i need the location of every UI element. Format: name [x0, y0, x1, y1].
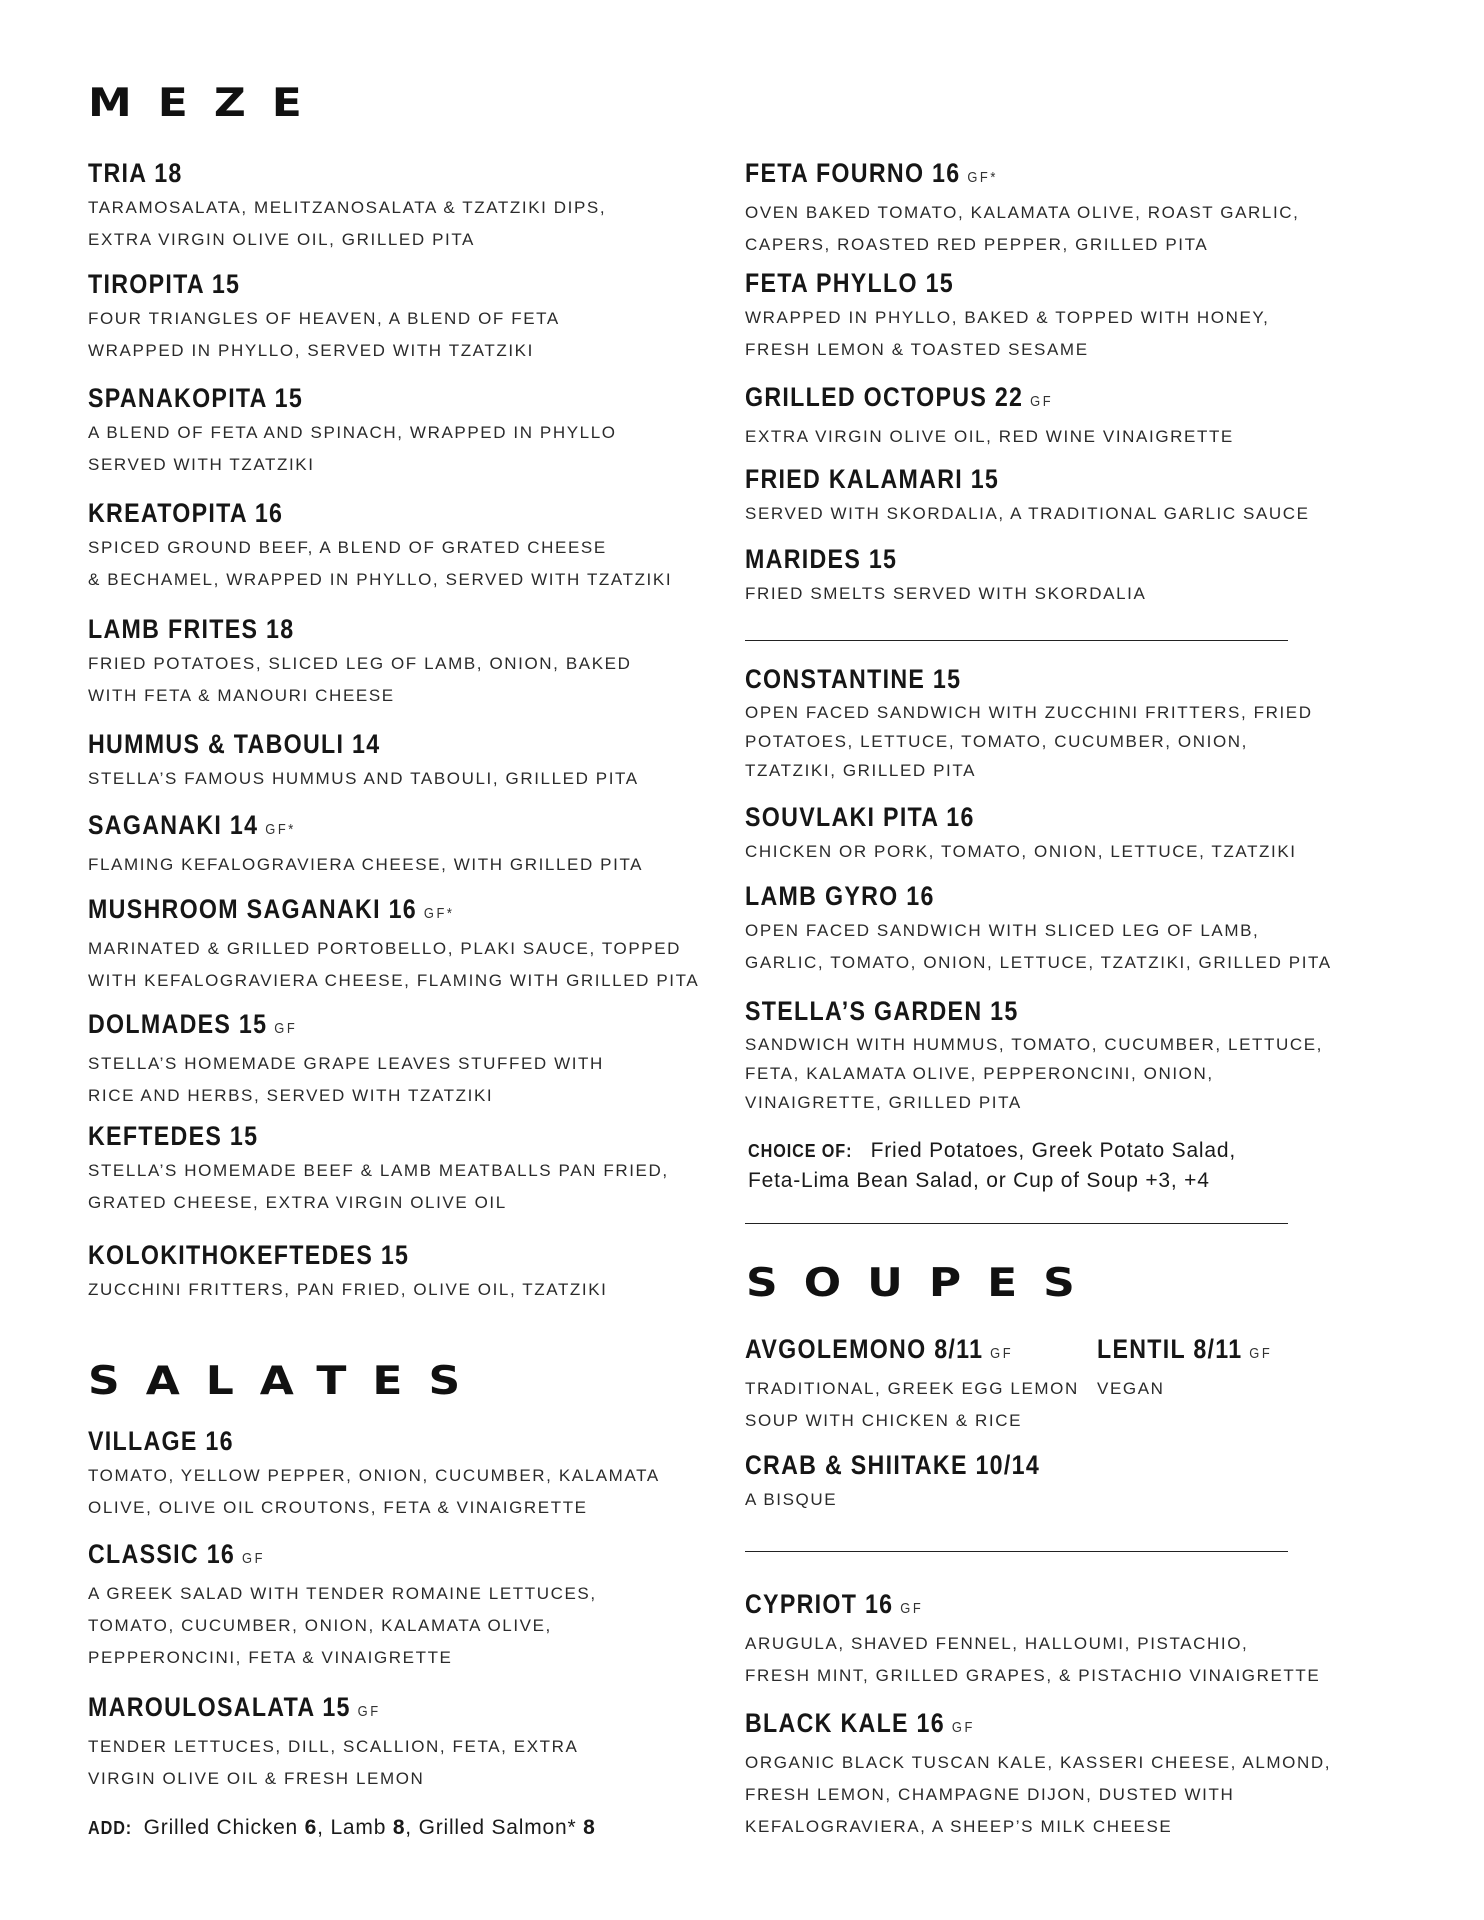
menu-item — [745, 463, 1310, 530]
description-line: CHICKEN OR PORK, TOMATO, ONION, LETTUCE, TZATZIKI — [745, 842, 1297, 861]
menu-item-description — [745, 1628, 1320, 1692]
menu-item-title: SAGANAKI 14 — [88, 810, 259, 840]
menu-item — [745, 543, 1146, 610]
menu-item-description — [745, 302, 1270, 366]
add-salmon-price: 8 — [583, 1816, 596, 1839]
dietary-tag: GF* — [967, 169, 999, 186]
menu-item-title: FRIED KALAMARI 15 — [745, 464, 1000, 494]
salad-add-ons: ADD: Grilled Chicken 6, Lamb 8, Grilled Salmon* 8 — [88, 1813, 596, 1843]
menu-item-title: SPANAKOPITA 15 — [88, 383, 304, 413]
add-salmon: Grilled Salmon* — [418, 1816, 577, 1839]
menu-item — [745, 995, 1323, 1117]
menu-item-name — [745, 1707, 1249, 1744]
choice-line-2: Feta-Lima Bean Salad, or Cup of Soup +3, +4 — [748, 1169, 1210, 1192]
description-line: OVEN BAKED TOMATO, KALAMATA OLIVE, ROAST GARLIC, — [745, 203, 1300, 222]
menu-item-description — [745, 197, 1300, 261]
description-line: MARINATED & GRILLED PORTOBELLO, PLAKI SAUCE, TOPPED — [88, 939, 682, 958]
menu-item-description — [88, 648, 631, 712]
menu-item-description — [88, 933, 699, 997]
menu-item-name — [745, 663, 1233, 695]
description-line: SOUP WITH CHICKEN & RICE — [745, 1411, 1023, 1430]
menu-item-title: CONSTANTINE 15 — [745, 664, 962, 694]
menu-item-description — [88, 1155, 669, 1219]
menu-item — [88, 1120, 669, 1219]
description-line: OPEN FACED SANDWICH WITH SLICED LEG OF LAMB, — [745, 921, 1260, 940]
dietary-tag: GF — [241, 1550, 266, 1567]
add-lamb-price: 8 — [392, 1816, 406, 1839]
menu-item-title: CRAB & SHIITAKE 10/14 — [745, 1450, 1041, 1480]
menu-item-name — [745, 157, 1222, 194]
menu-item-name — [88, 809, 565, 846]
menu-item-description — [88, 532, 672, 596]
menu-item-title: SOUVLAKI PITA 16 — [745, 802, 975, 832]
menu-item — [745, 1333, 1079, 1437]
description-line: RICE AND HERBS, SERVED WITH TZATZIKI — [88, 1086, 494, 1105]
menu-item — [88, 1239, 608, 1306]
description-line: FLAMING KEFALOGRAVIERA CHEESE, WITH GRILLED PITA — [88, 855, 644, 874]
description-line: SERVED WITH SKORDALIA, A TRADITIONAL GARLIC SAUCE — [745, 504, 1310, 523]
description-line: A GREEK SALAD WITH TENDER ROMAINE LETTUCES, — [88, 1584, 597, 1603]
menu-item-name — [745, 880, 1250, 912]
description-line: ARUGULA, SHAVED FENNEL, HALLOUMI, PISTACHIO, — [745, 1634, 1249, 1653]
description-line: OLIVE, OLIVE OIL CROUTONS, FETA & VINAIGRETTE — [88, 1498, 588, 1517]
description-line: GARLIC, TOMATO, ONION, LETTUCE, TZATZIKI, GRILLED PITA — [745, 953, 1332, 972]
description-line: FRESH LEMON, CHAMPAGNE DIJON, DUSTED WITH — [745, 1785, 1235, 1804]
menu-item-title: CYPRIOT 16 — [745, 1589, 894, 1619]
dietary-tag: GF* — [265, 821, 296, 838]
description-line: A BLEND OF FETA AND SPINACH, WRAPPED IN PHYLLO — [88, 423, 617, 442]
meze-section-title: MEZE — [88, 80, 328, 126]
description-line: VIRGIN OLIVE OIL & FRESH LEMON — [88, 1769, 425, 1788]
menu-item — [88, 1008, 604, 1112]
menu-item — [88, 1691, 578, 1795]
menu-item-description — [745, 836, 1297, 868]
description-line: FETA, KALAMATA OLIVE, PEPPERONCINI, ONION, — [745, 1064, 1214, 1083]
description-line: SPICED GROUND BEEF, A BLEND OF GRATED CHEESE — [88, 538, 607, 557]
menu-item-description — [88, 1731, 578, 1795]
description-line: TARAMOSALATA, MELITZANOSALATA & TZATZIKI DIPS, — [88, 198, 607, 217]
description-line: FRIED SMELTS SERVED WITH SKORDALIA — [745, 584, 1147, 603]
menu-item-name — [88, 893, 614, 930]
menu-item-name — [88, 382, 543, 414]
description-line: TRADITIONAL, GREEK EGG LEMON — [745, 1379, 1079, 1398]
dietary-tag: GF — [900, 1600, 924, 1617]
description-line: PEPPERONCINI, FETA & VINAIGRETTE — [88, 1648, 453, 1667]
menu-item-name — [745, 801, 1219, 833]
menu-item — [88, 613, 631, 712]
menu-item-description — [88, 1274, 608, 1306]
description-line: WITH KEFALOGRAVIERA CHEESE, FLAMING WITH GRILLED PITA — [88, 971, 700, 990]
menu-item — [745, 267, 1270, 366]
menu-item — [745, 1588, 1320, 1692]
soupes-section-title: SOUPES — [746, 1260, 1101, 1306]
divider-rule — [745, 1551, 1288, 1552]
menu-item-title: KOLOKITHOKEFTEDES 15 — [88, 1240, 410, 1270]
menu-item-description — [88, 1048, 604, 1112]
menu-item-description — [745, 498, 1310, 530]
menu-item-description — [745, 915, 1332, 979]
description-line: WITH FETA & MANOURI CHEESE — [88, 686, 395, 705]
menu-item-description — [88, 1460, 660, 1524]
description-line: STELLA’S HOMEMADE GRAPE LEAVES STUFFED WITH — [88, 1054, 604, 1073]
menu-item-description — [88, 1578, 597, 1674]
menu-item-name — [745, 543, 1090, 575]
menu-item — [88, 497, 672, 596]
description-line: GRATED CHEESE, EXTRA VIRGIN OLIVE OIL — [88, 1193, 507, 1212]
menu-item-name — [88, 728, 562, 760]
menu-item-name — [745, 1449, 1040, 1481]
dietary-tag: GF* — [423, 905, 455, 922]
menu-item-title: BLACK KALE 16 — [745, 1708, 945, 1738]
description-line: A BISQUE — [745, 1490, 838, 1509]
menu-item-description — [745, 578, 1146, 610]
description-line: FOUR TRIANGLES OF HEAVEN, A BLEND OF FETA — [88, 309, 560, 328]
description-line: STELLA’S HOMEMADE BEEF & LAMB MEATBALLS PAN FRIED, — [88, 1161, 669, 1180]
menu-item-name — [88, 497, 590, 529]
description-line: WRAPPED IN PHYLLO, SERVED WITH TZATZIKI — [88, 341, 534, 360]
description-line: FRESH LEMON & TOASTED SESAME — [745, 340, 1089, 359]
menu-item — [1097, 1333, 1301, 1405]
menu-item-title: KREATOPITA 16 — [88, 498, 284, 528]
menu-item-title: VILLAGE 16 — [88, 1426, 234, 1456]
menu-item-name — [88, 157, 534, 189]
menu-item-description — [88, 417, 617, 481]
menu-item-name — [88, 1120, 587, 1152]
description-line: CAPERS, ROASTED RED PEPPER, GRILLED PITA — [745, 235, 1209, 254]
menu-item — [88, 157, 606, 256]
menu-item — [88, 893, 699, 997]
menu-item — [745, 1707, 1331, 1843]
menu-item — [745, 381, 1234, 453]
description-line: TOMATO, CUCUMBER, ONION, KALAMATA OLIVE, — [88, 1616, 552, 1635]
menu-item-description — [745, 1484, 1088, 1516]
description-line: VINAIGRETTE, GRILLED PITA — [745, 1093, 1022, 1112]
menu-item-description — [88, 192, 606, 256]
menu-item-title: MAROULOSALATA 15 — [88, 1692, 351, 1722]
description-line: TOMATO, YELLOW PEPPER, ONION, CUCUMBER, KALAMATA — [88, 1466, 660, 1485]
description-line: EXTRA VIRGIN OLIVE OIL, GRILLED PITA — [88, 230, 475, 249]
menu-item — [745, 1449, 1088, 1516]
menu-item — [745, 157, 1300, 261]
choice-line-1: Fried Potatoes, Greek Potato Salad, — [870, 1139, 1236, 1162]
menu-item — [88, 809, 643, 881]
menu-item — [745, 801, 1297, 868]
choice-label: CHOICE OF: — [748, 1141, 853, 1161]
menu-item-title: MARIDES 15 — [745, 544, 898, 574]
menu-item-description — [1097, 1373, 1301, 1405]
description-line: EXTRA VIRGIN OLIVE OIL, RED WINE VINAIGRETTE — [745, 427, 1234, 446]
menu-item-title: TRIA 18 — [88, 158, 183, 188]
add-lamb: Lamb — [330, 1816, 387, 1839]
dietary-tag: GF — [1249, 1345, 1273, 1362]
menu-item-title: KEFTEDES 15 — [88, 1121, 259, 1151]
add-chicken: Grilled Chicken — [143, 1816, 299, 1839]
menu-item-title: MUSHROOM SAGANAKI 16 — [88, 894, 417, 924]
menu-item-description — [745, 421, 1234, 453]
divider-rule — [745, 640, 1288, 641]
menu-item-title: FETA FOURNO 16 — [745, 158, 961, 188]
description-line: STELLA’S FAMOUS HUMMUS AND TABOULI, GRILLED PITA — [88, 769, 639, 788]
menu-item-name — [745, 1333, 1032, 1370]
description-line: & BECHAMEL, WRAPPED IN PHYLLO, SERVED WITH TZATZIKI — [88, 570, 673, 589]
dietary-tag: GF — [274, 1020, 298, 1037]
add-label: ADD: — [88, 1818, 133, 1838]
menu-item-name — [745, 1588, 1240, 1625]
dietary-tag: GF — [1030, 393, 1054, 410]
menu-item-title: GRILLED OCTOPUS 22 — [745, 382, 1024, 412]
description-line: OPEN FACED SANDWICH WITH ZUCCHINI FRITTERS, FRIED — [745, 703, 1313, 722]
menu-item-title: LENTIL 8/11 — [1097, 1334, 1243, 1364]
menu-item-name — [88, 1425, 580, 1457]
menu-item-title: FETA PHYLLO 15 — [745, 268, 955, 298]
menu-item-title: HUMMUS & TABOULI 14 — [88, 729, 381, 759]
description-line: VEGAN — [1097, 1379, 1165, 1398]
sandwich-choice-note — [748, 1136, 1236, 1196]
description-line: FRIED POTATOES, SLICED LEG OF LAMB, ONION, BAKED — [88, 654, 632, 673]
menu-item — [88, 382, 617, 481]
menu-item-title: TIROPITA 15 — [88, 269, 241, 299]
menu-item-name — [745, 381, 1165, 418]
menu-item-name — [88, 1239, 535, 1271]
menu-item-name — [88, 268, 494, 300]
description-line: SANDWICH WITH HUMMUS, TOMATO, CUCUMBER, LETTUCE, — [745, 1035, 1323, 1054]
menu-item-description — [88, 763, 639, 795]
menu-item-title: DOLMADES 15 — [88, 1009, 268, 1039]
description-line: TZATZIKI, GRILLED PITA — [745, 761, 977, 780]
description-line: FRESH MINT, GRILLED GRAPES, & PISTACHIO VINAIGRETTE — [745, 1666, 1321, 1685]
description-line: POTATOES, LETTUCE, TOMATO, CUCUMBER, ONION, — [745, 732, 1248, 751]
menu-item-description — [88, 849, 643, 881]
menu-item — [88, 1538, 597, 1674]
menu-item-title: CLASSIC 16 — [88, 1539, 236, 1569]
divider-rule — [745, 1223, 1288, 1224]
dietary-tag: GF — [951, 1719, 975, 1736]
description-line: TENDER LETTUCES, DILL, SCALLION, FETA, EXTRA — [88, 1737, 579, 1756]
menu-item-name — [745, 463, 1231, 495]
dietary-tag: GF — [357, 1703, 381, 1720]
menu-item-title: STELLA’S GARDEN 15 — [745, 996, 1019, 1026]
menu-item-description — [88, 303, 560, 367]
menu-item-name — [745, 995, 1242, 1027]
menu-item-name — [1097, 1333, 1272, 1370]
salates-section-title: SALATES — [88, 1358, 487, 1404]
add-chicken-price: 6 — [304, 1816, 318, 1839]
menu-item — [88, 728, 639, 795]
description-line: WRAPPED IN PHYLLO, BAKED & TOPPED WITH HONEY, — [745, 308, 1270, 327]
menu-item-name — [88, 1008, 532, 1045]
menu-item-title: LAMB GYRO 16 — [745, 881, 935, 911]
menu-item-title: LAMB FRITES 18 — [88, 614, 295, 644]
menu-item — [745, 663, 1313, 785]
dietary-tag: GF — [990, 1345, 1014, 1362]
menu-item-description — [745, 1373, 1079, 1437]
description-line: ORGANIC BLACK TUSCAN KALE, KASSERI CHEESE, ALMOND, — [745, 1753, 1332, 1772]
menu-item-name — [745, 267, 1196, 299]
description-line: ZUCCHINI FRITTERS, PAN FRIED, OLIVE OIL, TZATZIKI — [88, 1280, 608, 1299]
description-line: SERVED WITH TZATZIKI — [88, 455, 315, 474]
menu-item-title: AVGOLEMONO 8/11 — [745, 1334, 984, 1364]
description-line: KEFALOGRAVIERA, A SHEEP’S MILK CHEESE — [745, 1817, 1173, 1836]
menu-item-description — [745, 1747, 1331, 1843]
menu-item-description — [745, 1030, 1323, 1117]
menu-item-description — [745, 698, 1313, 785]
menu-item — [88, 268, 560, 367]
menu-item-name — [88, 613, 555, 645]
menu-item — [88, 1425, 660, 1524]
menu-item-name — [88, 1538, 525, 1575]
menu-item-name — [88, 1691, 510, 1728]
menu-item — [745, 880, 1332, 979]
